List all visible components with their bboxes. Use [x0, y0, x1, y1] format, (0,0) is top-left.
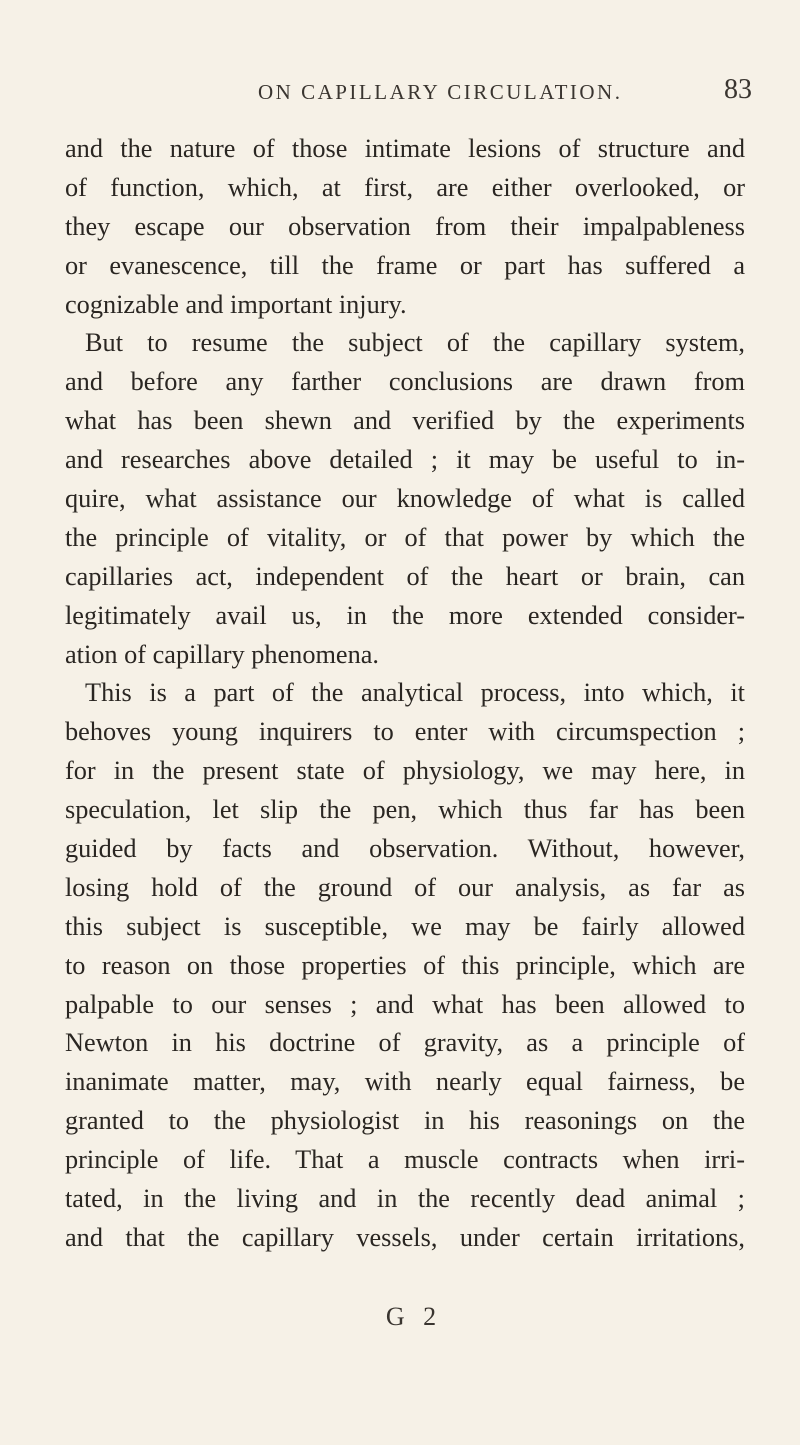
- text-line: speculation, let slip the pen, which thus far has been: [65, 795, 745, 825]
- body-text: [65, 130, 745, 1258]
- text-line: behoves young inquirers to enter with circumspection ;: [65, 717, 745, 747]
- text-line: of function, which, at first, are either overlooked, or: [65, 172, 745, 202]
- text-line: or evanescence, till the frame or part has suffered a: [65, 250, 745, 280]
- text-line: tated, in the living and in the recently dead animal ;: [65, 1184, 745, 1214]
- text-line: quire, what assistance our knowledge of what is called: [65, 484, 745, 514]
- text-line: and the nature of those intimate lesions of structure and: [65, 134, 745, 163]
- text-line: for in the present state of physiology, we may here, in: [65, 756, 745, 786]
- text-line: granted to the physiologist in his reasonings on the: [65, 1106, 745, 1136]
- text-line: this subject is susceptible, we may be fairly allowed: [65, 911, 745, 941]
- text-line: to reason on those properties of this principle, which are: [65, 950, 745, 980]
- text-line: and researches above detailed ; it may be useful to in-: [65, 445, 745, 475]
- text-line: losing hold of the ground of our analysis, as far as: [65, 872, 745, 902]
- page-number: 83: [724, 74, 752, 105]
- text-line: and before any farther conclusions are drawn from: [65, 367, 745, 397]
- text-line: palpable to our senses ; and what has been allowed to: [65, 989, 745, 1019]
- text-line: ation of capillary phenomena.: [65, 639, 379, 669]
- signature-mark: G 2: [385, 1302, 443, 1331]
- text-line: inanimate matter, may, with nearly equal fairness, be: [65, 1067, 745, 1097]
- text-line: legitimately avail us, in the more extended consider-: [65, 600, 745, 630]
- text-line: principle of life. That a muscle contracts when irri-: [65, 1145, 745, 1175]
- running-head: [0, 68, 800, 108]
- running-title: ON CAPILLARY CIRCULATION.: [258, 80, 623, 104]
- text-line: guided by facts and observation. Without, however,: [65, 834, 745, 864]
- text-line: capillaries act, independent of the heart or brain, can: [65, 561, 745, 591]
- text-line: cognizable and important injury.: [65, 289, 407, 319]
- text-line: they escape our observation from their impalpableness: [65, 211, 745, 241]
- paragraph-start-line: But to resume the subject of the capillary system,: [85, 328, 745, 358]
- text-line: the principle of vitality, or of that power by which the: [65, 522, 745, 552]
- text-line: what has been shewn and verified by the experiments: [65, 406, 745, 436]
- paragraph-start-line: This is a part of the analytical process, into which, it: [85, 678, 745, 708]
- text-line: Newton in his doctrine of gravity, as a principle of: [65, 1028, 745, 1058]
- text-line: and that the capillary vessels, under certain irritations,: [65, 1222, 745, 1252]
